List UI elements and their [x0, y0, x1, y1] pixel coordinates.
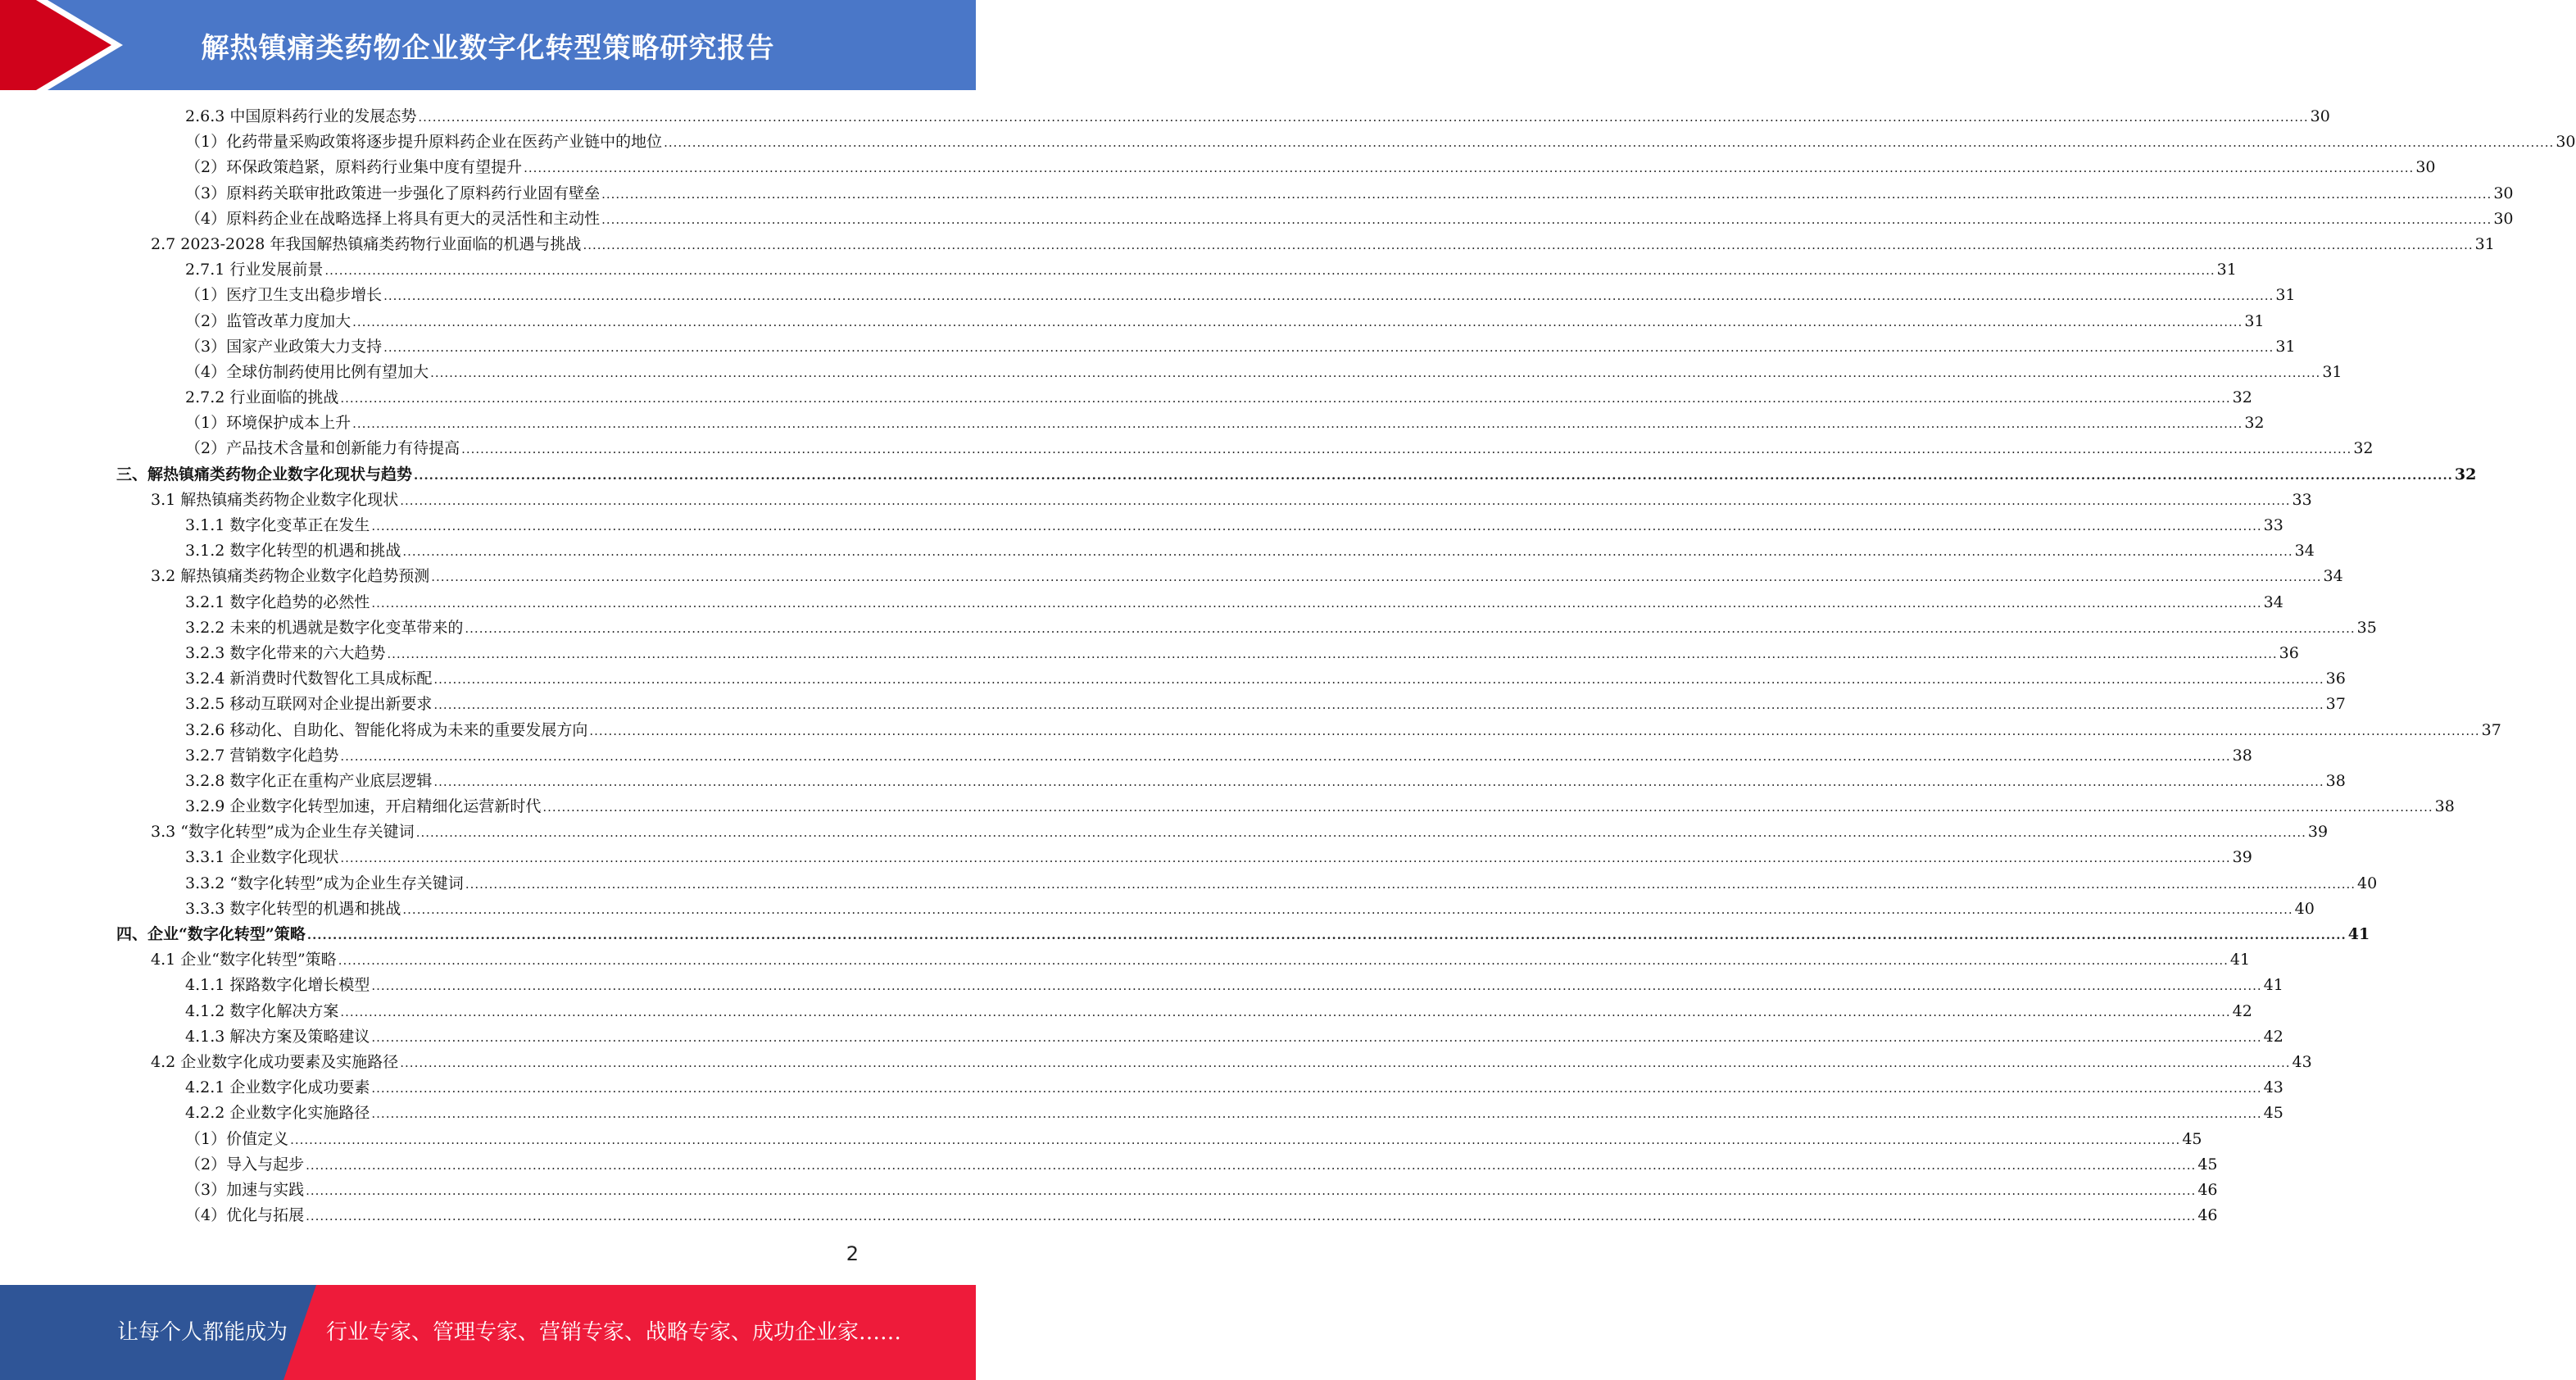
toc-leader-dots: ................................................................................................................................................................................................................................................................................................................................................................................................................ — [306, 928, 2347, 942]
toc-leader-dots: ................................................................................................................................................................................................................................................................................................................................................................................................................ — [306, 1209, 2197, 1224]
toc-entry-label: 4.2 企业数字化成功要素及实施路径 — [151, 1052, 399, 1071]
toc-leader-dots: ................................................................................................................................................................................................................................................................................................................................................................................................................ — [400, 1055, 2291, 1070]
toc-entry[interactable] — [0, 845, 2252, 870]
toc-entry-label: 3.2.8 数字化正在重构产业底层逻辑 — [185, 771, 433, 790]
toc-entry-label: （4）优化与拓展 — [185, 1206, 305, 1225]
toc-entry[interactable] — [0, 104, 2330, 129]
toc-leader-dots: ................................................................................................................................................................................................................................................................................................................................................................................................................ — [461, 442, 2352, 457]
toc-entry[interactable] — [0, 947, 2251, 973]
toc-entry-label: 3.2.9 企业数字化转型加速，开启精细化运营新时代 — [185, 797, 542, 816]
toc-entry-page: 37 — [2481, 720, 2501, 739]
toc-leader-dots: ................................................................................................................................................................................................................................................................................................................................................................................................................ — [340, 851, 2231, 866]
toc-entry-label: 三、解热镇痛类药物企业数字化现状与趋势 — [116, 465, 413, 483]
toc-entry-page: 31 — [2322, 362, 2342, 381]
toc-entry-label: 3.3.2 “数字化转型”成为企业生存关键词 — [185, 874, 464, 892]
toc-entry[interactable] — [0, 897, 2315, 922]
toc-entry[interactable] — [0, 257, 2237, 283]
toc-entry-label: （1）医疗卫生支出稳步增长 — [185, 286, 383, 305]
toc-entry-page: 31 — [2474, 234, 2495, 253]
toc-entry-page: 32 — [2353, 439, 2374, 458]
toc-entry[interactable] — [0, 129, 2576, 155]
toc-entry[interactable] — [0, 692, 2346, 717]
toc-entry-page: 31 — [2216, 261, 2237, 279]
toc-entry[interactable] — [0, 564, 2343, 589]
toc-leader-dots: ................................................................................................................................................................................................................................................................................................................................................................................................................ — [465, 620, 2356, 636]
toc-entry-label: 4.1.2 数字化解决方案 — [185, 1001, 339, 1020]
toc-entry[interactable] — [0, 1101, 2283, 1126]
toc-leader-dots: ................................................................................................................................................................................................................................................................................................................................................................................................................ — [414, 467, 2453, 483]
toc-entry[interactable] — [0, 615, 2377, 641]
toc-leader-dots: ................................................................................................................................................................................................................................................................................................................................................................................................................ — [324, 263, 2215, 279]
toc-entry-page: 45 — [2182, 1129, 2202, 1148]
table-of-contents — [0, 104, 2576, 1228]
toc-entry-label: （1）化药带量采购政策将逐步提升原料药企业在医药产业链中的地位 — [185, 133, 663, 152]
toc-entry-page: 37 — [2325, 695, 2346, 714]
toc-leader-dots: ................................................................................................................................................................................................................................................................................................................................................................................................................ — [371, 978, 2262, 994]
toc-entry-label: 2.7.1 行业发展前景 — [185, 261, 324, 279]
toc-entry[interactable] — [0, 411, 2265, 436]
toc-entry[interactable] — [0, 436, 2374, 461]
toc-leader-dots: ................................................................................................................................................................................................................................................................................................................................................................................................................ — [340, 1004, 2231, 1019]
toc-entry[interactable] — [0, 1024, 2283, 1050]
toc-entry-label: 3.2.1 数字化趋势的必然性 — [185, 592, 370, 611]
toc-entry-label: 4.2.2 企业数字化实施路径 — [185, 1104, 370, 1123]
toc-entry-page: 46 — [2197, 1180, 2218, 1199]
toc-entry-label: 4.1.3 解决方案及策略建议 — [185, 1027, 370, 1046]
toc-entry-label: （4）原料药企业在战略选择上将具有更大的灵活性和主动性 — [185, 209, 601, 228]
toc-entry-label: 2.7 2023-2028 年我国解热镇痛类药物行业面临的机遇与挑战 — [151, 234, 582, 253]
toc-entry-page: 30 — [2493, 209, 2514, 228]
toc-leader-dots: ................................................................................................................................................................................................................................................................................................................................................................................................................ — [465, 876, 2356, 892]
toc-leader-dots: ................................................................................................................................................................................................................................................................................................................................................................................................................ — [542, 800, 2433, 815]
toc-entry-label: 3.3 “数字化转型”成为企业生存关键词 — [151, 823, 415, 842]
toc-entry[interactable] — [0, 641, 2299, 666]
toc-entry-label: 3.1.1 数字化变革正在发生 — [185, 516, 370, 534]
toc-leader-dots: ................................................................................................................................................................................................................................................................................................................................................................................................................ — [664, 135, 2555, 151]
toc-entry[interactable] — [0, 385, 2252, 411]
toc-entry-page: 40 — [2294, 899, 2315, 918]
toc-leader-dots: ................................................................................................................................................................................................................................................................................................................................................................................................................ — [352, 416, 2243, 432]
footer-slogan-left: 让每个人都能成为 — [117, 1320, 288, 1345]
toc-leader-dots: ................................................................................................................................................................................................................................................................................................................................................................................................................ — [402, 901, 2293, 917]
toc-entry-page: 38 — [2232, 746, 2252, 765]
toc-entry[interactable] — [0, 309, 2265, 334]
toc-entry-page: 36 — [2279, 643, 2299, 662]
toc-entry-page: 42 — [2263, 1027, 2283, 1046]
toc-entry-page: 33 — [2292, 490, 2312, 509]
toc-leader-dots: ................................................................................................................................................................................................................................................................................................................................................................................................................ — [402, 544, 2293, 560]
toc-entry-page: 31 — [2275, 286, 2296, 305]
toc-entry-page: 30 — [2556, 133, 2576, 152]
toc-entry-label: 3.2.2 未来的机遇就是数字化变革带来的 — [185, 618, 464, 637]
toc-entry-page: 32 — [2244, 414, 2265, 433]
toc-entry-label: 3.3.1 企业数字化现状 — [185, 848, 339, 867]
toc-leader-dots: ................................................................................................................................................................................................................................................................................................................................................................................................................ — [371, 1081, 2262, 1096]
toc-entry-page: 33 — [2263, 516, 2283, 534]
toc-entry-page: 39 — [2307, 823, 2329, 842]
toc-entry[interactable] — [0, 1178, 2218, 1203]
page-number: 2 — [846, 1242, 859, 1265]
toc-leader-dots: ................................................................................................................................................................................................................................................................................................................................................................................................................ — [524, 161, 2415, 176]
toc-entry-label: （3）原料药关联审批政策进一步强化了原料药行业固有壁垒 — [185, 184, 601, 202]
toc-leader-dots: ................................................................................................................................................................................................................................................................................................................................................................................................................ — [340, 391, 2231, 406]
toc-entry[interactable] — [0, 155, 2436, 180]
toc-entry[interactable] — [0, 360, 2342, 385]
toc-entry-label: 3.2.5 移动互联网对企业提出新要求 — [185, 695, 433, 714]
toc-entry-label: 3.2.4 新消费时代数智化工具成标配 — [185, 670, 433, 688]
toc-entry-label: （4）全球仿制药使用比例有望加大 — [185, 362, 429, 381]
toc-entry-label: 2.7.2 行业面临的挑战 — [185, 388, 339, 407]
toc-leader-dots: ................................................................................................................................................................................................................................................................................................................................................................................................................ — [433, 672, 2324, 688]
toc-leader-dots: ................................................................................................................................................................................................................................................................................................................................................................................................................ — [415, 825, 2306, 841]
toc-entry[interactable] — [0, 283, 2296, 308]
toc-entry[interactable] — [0, 513, 2283, 538]
toc-entry[interactable] — [0, 181, 2514, 207]
toc-entry-label: 4.2.1 企业数字化成功要素 — [185, 1078, 370, 1097]
toc-entry[interactable] — [0, 1127, 2202, 1152]
toc-leader-dots: ................................................................................................................................................................................................................................................................................................................................................................................................................ — [290, 1132, 2181, 1147]
toc-leader-dots: ................................................................................................................................................................................................................................................................................................................................................................................................................ — [338, 953, 2229, 969]
toc-leader-dots: ................................................................................................................................................................................................................................................................................................................................................................................................................ — [589, 723, 2480, 738]
toc-entry-page: 30 — [2415, 158, 2436, 177]
toc-entry-label: （2）环保政策趋紧，原料药行业集中度有望提升 — [185, 158, 523, 177]
toc-entry-label: 3.2 解热镇痛类药物企业数字化趋势预测 — [151, 567, 430, 586]
toc-entry-page: 32 — [2232, 388, 2252, 407]
toc-entry[interactable] — [0, 871, 2378, 897]
toc-entry-label: 3.1 解热镇痛类药物企业数字化现状 — [151, 490, 399, 509]
toc-entry[interactable] — [0, 334, 2296, 360]
toc-leader-dots: ................................................................................................................................................................................................................................................................................................................................................................................................................ — [371, 519, 2262, 533]
toc-leader-dots: ................................................................................................................................................................................................................................................................................................................................................................................................................ — [601, 186, 2492, 202]
chevron-arrow-icon — [0, 0, 131, 90]
toc-leader-dots: ................................................................................................................................................................................................................................................................................................................................................................................................................ — [430, 365, 2321, 380]
toc-entry[interactable] — [0, 666, 2346, 692]
toc-entry-page: 31 — [2244, 311, 2265, 330]
toc-entry-page: 46 — [2197, 1206, 2218, 1225]
toc-entry-page: 43 — [2292, 1052, 2312, 1071]
toc-entry-label: （1）价值定义 — [185, 1129, 289, 1148]
header-banner — [0, 0, 976, 90]
toc-entry[interactable] — [0, 973, 2283, 998]
toc-entry-page: 41 — [2263, 976, 2283, 995]
toc-entry[interactable] — [0, 1152, 2218, 1178]
toc-entry-page: 45 — [2197, 1155, 2218, 1173]
toc-leader-dots: ................................................................................................................................................................................................................................................................................................................................................................................................................ — [340, 748, 2231, 764]
toc-entry[interactable] — [0, 207, 2514, 232]
toc-leader-dots: ................................................................................................................................................................................................................................................................................................................................................................................................................ — [371, 595, 2262, 611]
toc-entry[interactable] — [0, 999, 2252, 1024]
toc-entry-page: 43 — [2263, 1078, 2283, 1097]
toc-leader-dots: ................................................................................................................................................................................................................................................................................................................................................................................................................ — [433, 697, 2324, 713]
toc-leader-dots: ................................................................................................................................................................................................................................................................................................................................................................................................................ — [400, 493, 2291, 508]
toc-leader-dots: ................................................................................................................................................................................................................................................................................................................................................................................................................ — [601, 211, 2492, 227]
toc-entry-page: 34 — [2294, 542, 2315, 561]
toc-entry-page: 34 — [2263, 592, 2283, 611]
toc-entry[interactable] — [0, 590, 2283, 615]
toc-entry-label: 3.2.3 数字化带来的六大趋势 — [185, 643, 386, 662]
toc-entry-page: 40 — [2357, 874, 2378, 892]
toc-entry-label: （2）监管改革力度加大 — [185, 311, 351, 330]
toc-entry-page: 30 — [2493, 184, 2514, 202]
toc-entry-page: 42 — [2232, 1001, 2252, 1020]
toc-entry-page: 38 — [2325, 771, 2346, 790]
toc-entry[interactable] — [0, 1050, 2312, 1075]
toc-entry[interactable] — [0, 462, 2477, 488]
toc-leader-dots: ................................................................................................................................................................................................................................................................................................................................................................................................................ — [387, 646, 2278, 661]
toc-entry[interactable] — [0, 922, 2370, 947]
toc-entry-page: 38 — [2434, 797, 2455, 816]
toc-entry-page: 34 — [2323, 567, 2343, 586]
toc-entry[interactable] — [0, 1075, 2283, 1101]
toc-entry-label: （1）环境保护成本上升 — [185, 414, 351, 433]
toc-entry[interactable] — [0, 718, 2501, 743]
toc-entry-label: 3.2.7 营销数字化趋势 — [185, 746, 339, 765]
toc-entry[interactable] — [0, 794, 2455, 819]
toc-entry-label: （3）国家产业政策大力支持 — [185, 337, 383, 356]
footer-banner — [0, 1285, 976, 1380]
toc-leader-dots: ................................................................................................................................................................................................................................................................................................................................................................................................................ — [352, 314, 2243, 329]
toc-entry-label: 四、企业“数字化转型”策略 — [116, 925, 306, 943]
toc-entry[interactable] — [0, 488, 2312, 513]
report-title: 解热镇痛类药物企业数字化转型策略研究报告 — [201, 31, 775, 65]
toc-entry-label: （2）导入与起步 — [185, 1155, 305, 1173]
toc-entry-page: 45 — [2263, 1104, 2283, 1123]
toc-entry-label: （3）加速与实践 — [185, 1180, 305, 1199]
toc-entry-label: 3.1.2 数字化转型的机遇和挑战 — [185, 542, 401, 561]
toc-entry-page: 30 — [2310, 107, 2330, 125]
toc-entry-label: 4.1 企业“数字化转型”策略 — [151, 951, 337, 969]
toc-leader-dots: ................................................................................................................................................................................................................................................................................................................................................................................................................ — [306, 1183, 2197, 1198]
toc-leader-dots: ................................................................................................................................................................................................................................................................................................................................................................................................................ — [306, 1157, 2197, 1173]
toc-leader-dots: ................................................................................................................................................................................................................................................................................................................................................................................................................ — [583, 237, 2474, 252]
toc-entry-label: 2.6.3 中国原料药行业的发展态势 — [185, 107, 417, 125]
toc-leader-dots: ................................................................................................................................................................................................................................................................................................................................................................................................................ — [383, 288, 2274, 304]
toc-entry-page: 41 — [2347, 925, 2370, 943]
toc-entry[interactable] — [0, 538, 2315, 564]
toc-entry-page: 39 — [2232, 848, 2252, 867]
toc-entry[interactable] — [0, 1203, 2218, 1228]
toc-entry[interactable] — [0, 232, 2495, 257]
toc-entry[interactable] — [0, 819, 2329, 845]
toc-entry-page: 36 — [2325, 670, 2346, 688]
toc-leader-dots: ................................................................................................................................................................................................................................................................................................................................................................................................................ — [371, 1029, 2262, 1045]
footer-slogan-right: 行业专家、管理专家、营销专家、战略专家、成功企业家…… — [326, 1320, 902, 1345]
toc-entry-label: 4.1.1 探路数字化增长模型 — [185, 976, 370, 995]
toc-leader-dots: ................................................................................................................................................................................................................................................................................................................................................................................................................ — [371, 1106, 2262, 1122]
toc-entry-label: 3.3.3 数字化转型的机遇和挑战 — [185, 899, 401, 918]
toc-entry-page: 35 — [2356, 618, 2377, 637]
toc-entry-page: 31 — [2275, 337, 2296, 356]
toc-entry-page: 41 — [2229, 951, 2251, 969]
toc-entry-page: 32 — [2454, 465, 2477, 483]
toc-entry-label: 3.2.6 移动化、自助化、智能化将成为未来的重要发展方向 — [185, 720, 588, 739]
toc-leader-dots: ................................................................................................................................................................................................................................................................................................................................................................................................................ — [431, 570, 2322, 585]
toc-leader-dots: ................................................................................................................................................................................................................................................................................................................................................................................................................ — [383, 339, 2274, 355]
toc-leader-dots: ................................................................................................................................................................................................................................................................................................................................................................................................................ — [433, 774, 2324, 789]
toc-entry[interactable] — [0, 743, 2252, 769]
toc-entry-label: （2）产品技术含量和创新能力有待提高 — [185, 439, 460, 458]
toc-leader-dots: ................................................................................................................................................................................................................................................................................................................................................................................................................ — [418, 110, 2309, 125]
toc-entry[interactable] — [0, 769, 2346, 794]
